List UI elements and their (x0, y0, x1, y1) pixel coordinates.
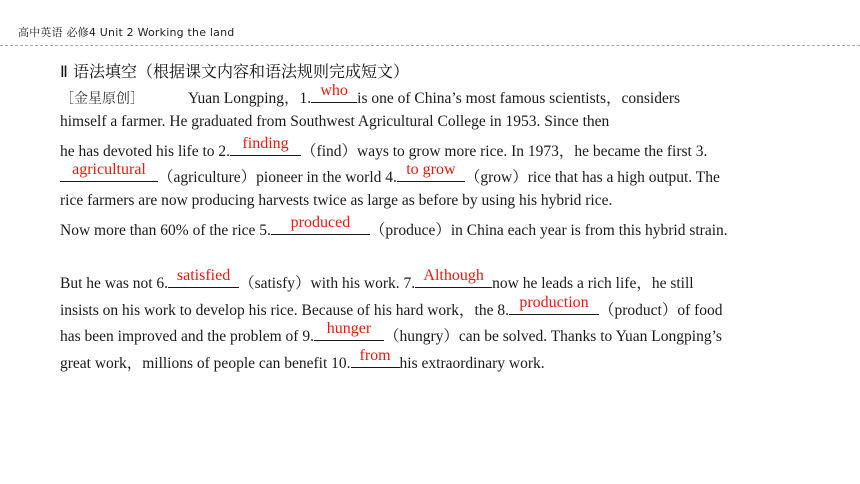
answer-9: hunger (326, 320, 372, 337)
text-segment: （hungry）can be solved. Thanks to Yuan Longping’s (383, 328, 722, 345)
answer-5: produced (290, 214, 351, 231)
passage-line-5 (60, 192, 612, 210)
text-segment: （find）ways to grow more rice. In 1973，he became the first 3. (301, 143, 708, 160)
answer-8: production (519, 294, 589, 311)
passage-line-2 (60, 113, 609, 131)
passage-line-8 (60, 294, 723, 320)
blank-9[interactable] (314, 320, 384, 341)
text-segment: （satisfy）with his work. 7. (239, 275, 416, 292)
passage-line-10 (60, 347, 545, 373)
blank-5[interactable] (271, 214, 370, 235)
text-segment: himself a farmer. He graduated from Southwest Agricultural College in 1953. Since then (60, 113, 610, 130)
text-segment: great work，millions of people can benefit 10. (60, 355, 351, 372)
blank-4[interactable] (397, 161, 465, 182)
text-segment: Yuan Longping，1. (188, 90, 312, 107)
text-segment: （agriculture）pioneer in the world 4. (158, 169, 397, 186)
blank-1[interactable] (311, 82, 357, 103)
answer-10: from (359, 347, 391, 364)
text-segment: now he leads a rich life，he still (492, 275, 694, 292)
passage-line-1 (60, 82, 681, 108)
blank-7[interactable] (415, 267, 492, 288)
text-segment: has been improved and the problem of 9. (60, 328, 314, 345)
passage-line-4 (60, 161, 720, 187)
text-segment: is one of China’s most famous scientists，considers (357, 90, 681, 107)
text-segment: insists on his work to develop his rice. Because of his hard work，the 8. (60, 302, 509, 319)
passage-line-6 (60, 214, 728, 240)
passage-line-7 (60, 267, 694, 293)
text-segment: he has devoted his life to 2. (60, 143, 231, 160)
answer-7: Although (423, 267, 484, 284)
answer-2: finding (242, 135, 289, 152)
answer-1: who (320, 82, 348, 99)
blank-2[interactable] (230, 135, 301, 156)
text-segment: （product）of food (599, 302, 723, 319)
answer-3: agricultural (72, 161, 146, 178)
text-segment: rice farmers are now producing harvests twice as large as before by using his hybrid rice. (60, 192, 613, 209)
header-divider (0, 45, 860, 46)
section-title: Ⅱ 语法填空（根据课文内容和语法规则完成短文） (60, 62, 409, 81)
passage-line-3 (60, 135, 708, 161)
text-segment: （produce）in China each year is from this hybrid strain. (369, 222, 728, 239)
text-segment: But he was not 6. (60, 275, 169, 292)
text-segment: （grow）rice that has a high output. The (464, 169, 720, 186)
blank-10[interactable] (351, 347, 400, 368)
header-breadcrumb: 高中英语 必修4 Unit 2 Working the land (18, 26, 235, 39)
blank-8[interactable] (509, 294, 599, 315)
text-segment: his extraordinary work. (399, 355, 545, 372)
text-segment: Now more than 60% of the rice 5. (60, 222, 271, 239)
passage-line-9 (60, 320, 722, 346)
blank-6[interactable] (168, 267, 239, 288)
answer-4: to grow (406, 161, 456, 178)
answer-6: satisfied (176, 267, 231, 284)
source-tag: ［金星原创］ (60, 91, 144, 107)
blank-3[interactable] (60, 161, 158, 182)
